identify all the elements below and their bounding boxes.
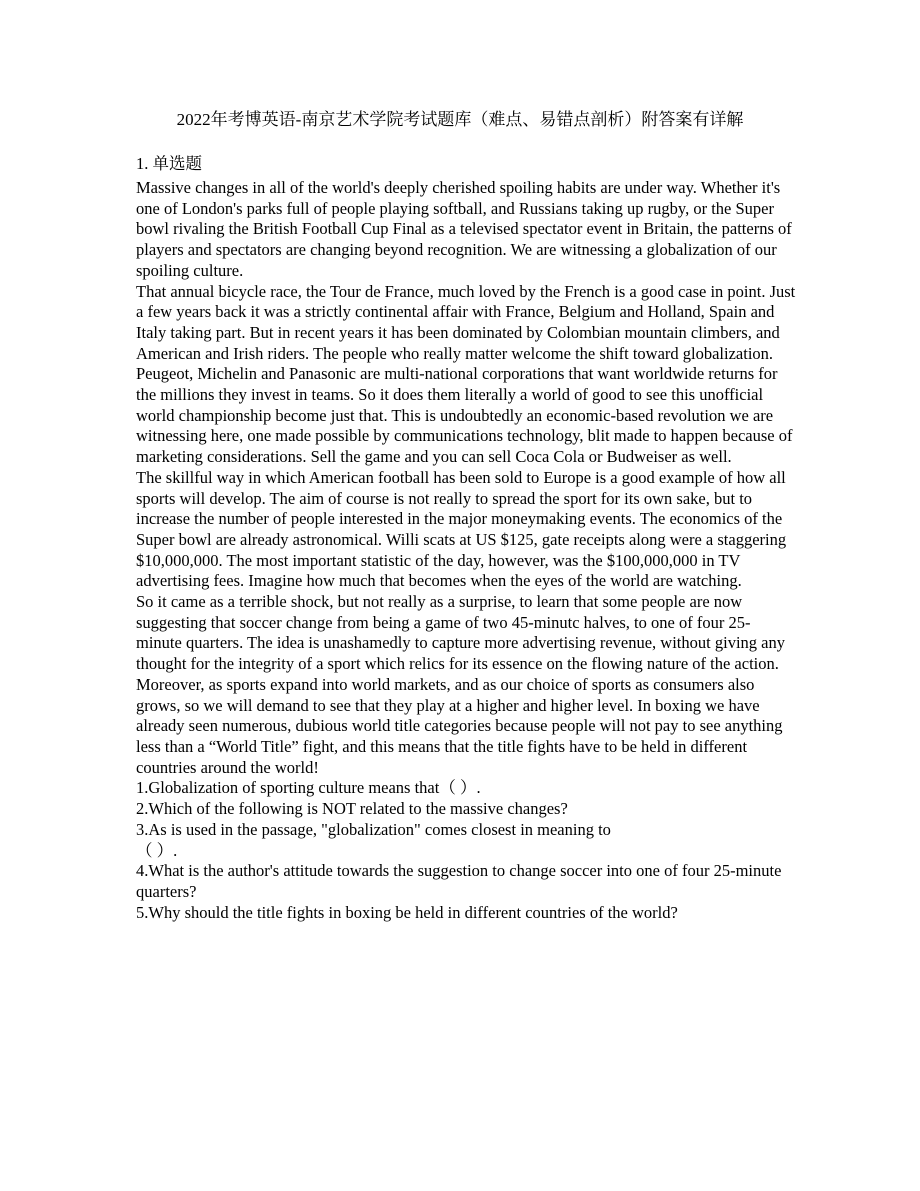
passage-paragraph-5: Moreover, as sports expand into world markets, and as our choice of sports as consumers also grows, so we will demand to see that they play at a higher and higher level. In boxing we have already seen numerous, dubious world title categories because people will not pay to see anything less than a “World Title” fight, and this means that the title fights have to be held in different countries around the world! [136, 674, 783, 777]
section-heading: 1. 单选题 [136, 154, 202, 173]
question-5-text: 5.Why should the title fights in boxing be held in different countries of the world? [136, 902, 678, 922]
passage-paragraph-2: That annual bicycle race, the Tour de France, much loved by the French is a good case in point. Just a few years back it was a strictly continental affair with France, Belgium and Holland, Spain and Italy taking part. But in recent years it has been dominated by Colombian mountain climbers, and American and Irish riders. The people who really matter welcome the shift toward globalization. Peugeot, Michelin and Panasonic are multi-national corporations that want worldwide returns for the millions they invest in teams. So it does them literally a world of good to see this unofficial world championship become just that. This is undoubtedly an economic-based revolution we are witnessing here, one made possible by communications technology, blit made to happen because of marketing considerations. Sell the game and you can sell Coca Cola or Budweiser as well. [136, 281, 796, 467]
question-4 [136, 861, 796, 902]
question-4-text: 4.What is the author's attitude towards the suggestion to change soccer into one of four 25-minute quarters? [136, 861, 782, 901]
document-body [136, 153, 796, 923]
passage-paragraph-3: The skillful way in which American football has been sold to Europe is a good example of how all sports will develop. The aim of course is not really to spread the sport for its own sake, but to increase the number of people interested in the major moneymaking events. The economics of the Super bowl are already astronomical. Willi scats at US $125, gate receipts along were a staggering $10,000,000. The most important statistic of the day, however, was the $100,000,000 in TV advertising fees. Imagine how much that becomes when the eyes of the world are watching. [136, 467, 787, 591]
document-title: 2022年考博英语-南京艺术学院考试题库（难点、易错点剖析）附答案有详解 [176, 110, 744, 129]
passage-paragraph-1: Massive changes in all of the world's deeply cherished spoiling habits are under way. Whether it's one of London's parks full of people playing softball, and Russians taking up rugby, or the Super bowl rivaling the British Football Cup Final as a televised spectator event in Britain, the patterns of players and spectators are changing beyond recognition. We are witnessing a globalization of our spoiling culture. [136, 178, 792, 280]
question-1-text: 1.Globalization of sporting culture means that（ ）. [136, 778, 481, 798]
question-3-blank: （ ）. [136, 840, 178, 860]
question-2-text: 2.Which of the following is NOT related to the massive changes? [136, 799, 568, 819]
question-5 [136, 903, 796, 924]
question-1 [136, 778, 796, 799]
question-3 [136, 820, 796, 861]
question-3-text: 3.As is used in the passage, "globalization" comes closest in meaning to [136, 819, 611, 839]
passage-paragraph-4: So it came as a terrible shock, but not really as a surprise, to learn that some people are now suggesting that soccer change from being a game of two 45-minutc halves, to one of four 25-minute quarters. The idea is unashamedly to capture more advertising revenue, without giving any thought for the integrity of a sport which relics for its essence on the flowing nature of the action. [136, 592, 785, 674]
question-2 [136, 799, 796, 820]
